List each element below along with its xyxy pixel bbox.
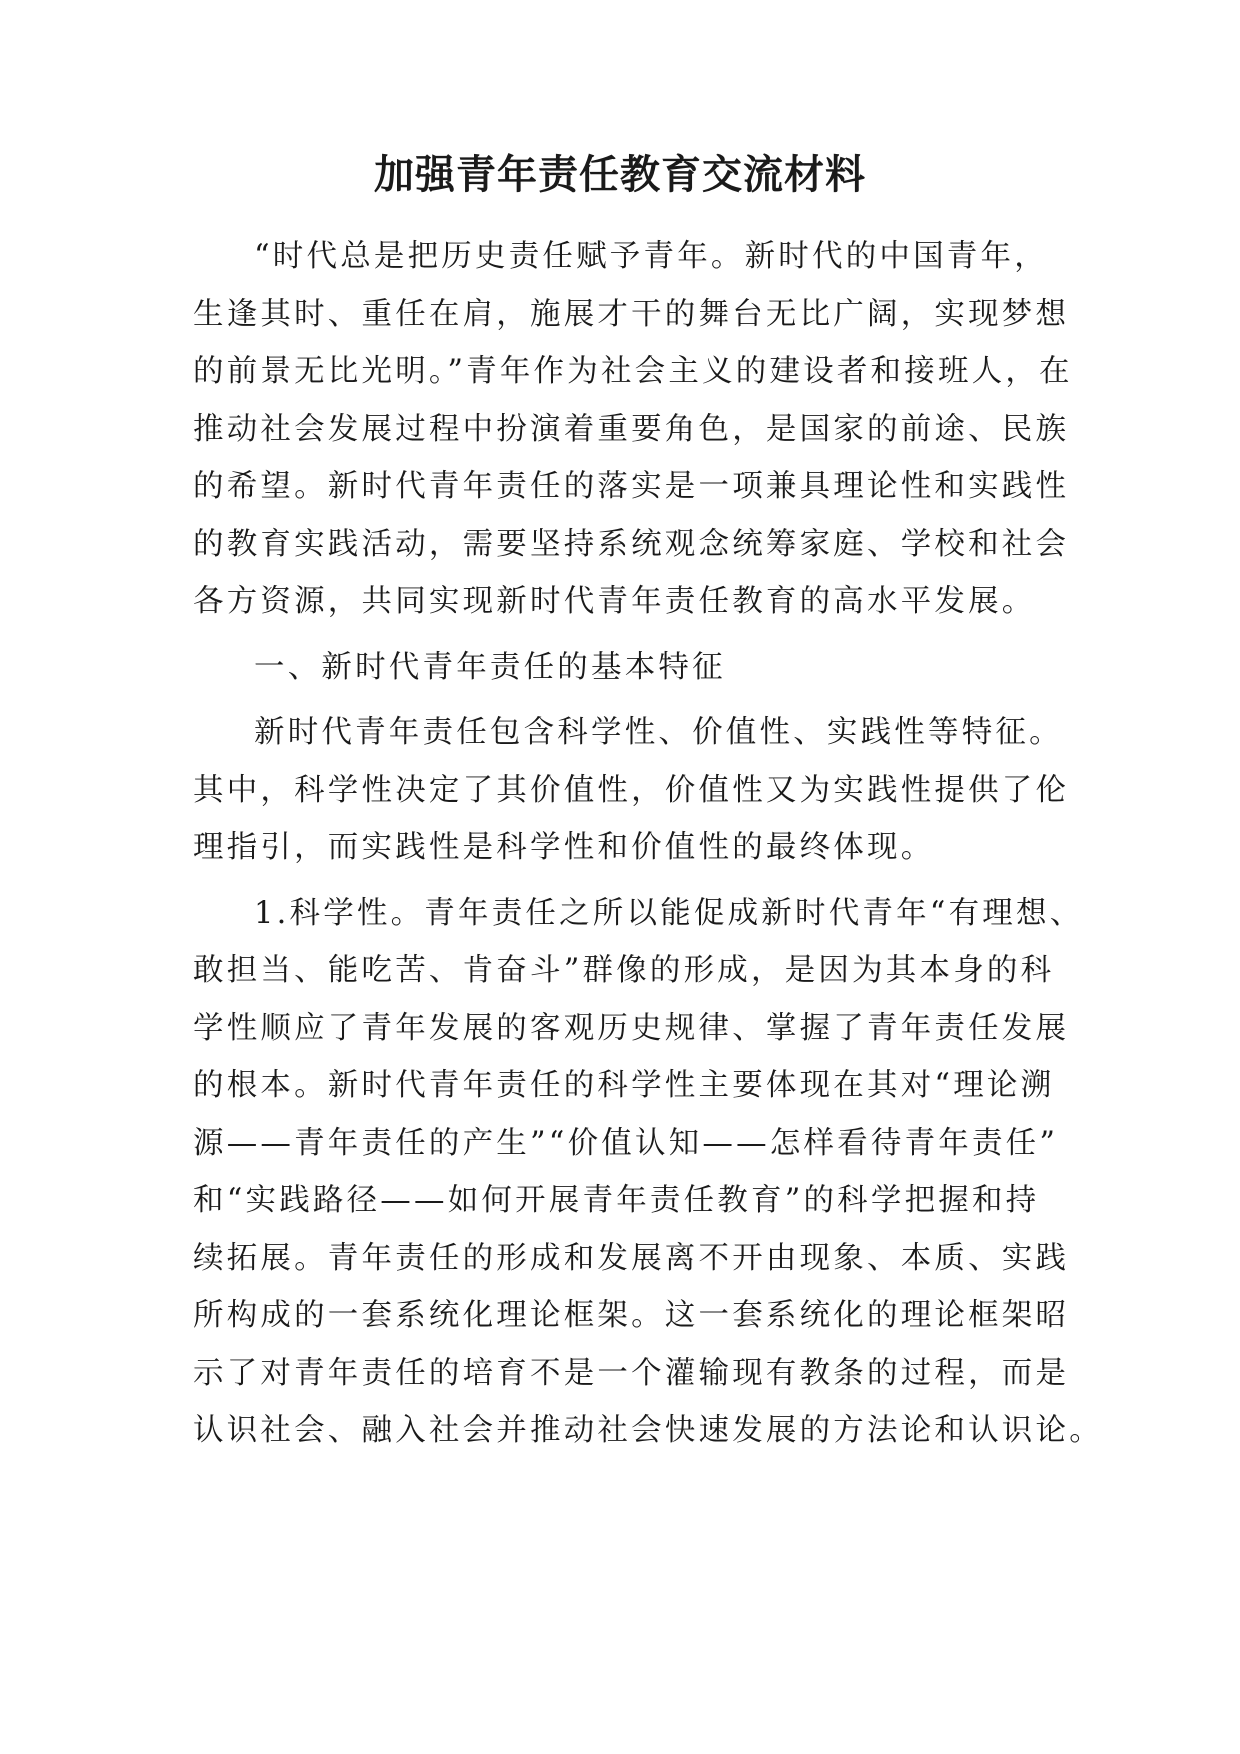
text-line: 新时代青年责任包含科学性、价值性、实践性等特征。: [254, 715, 1063, 750]
text-line: 学性顺应了青年发展的客观历史规律、掌握了青年责任发展: [193, 1010, 1070, 1046]
text-line: 理指引，而实践性是科学性和价值性的最终体现。: [193, 830, 935, 865]
paragraph-features: [193, 704, 1070, 877]
document-body: [193, 228, 1103, 1460]
paragraph-intro: [193, 228, 1073, 631]
text-line: 的希望。新时代青年责任的落实是一项兼具理论性和实践性: [193, 469, 1070, 504]
text-line: 和“实践路径——如何开展青年责任教育”的科学把握和持: [193, 1183, 1040, 1218]
text-line: 的教育实践活动，需要坚持系统观念统筹家庭、学校和社会: [193, 526, 1070, 562]
text-line: 生逢其时、重任在肩，施展才干的舞台无比广阔，实现梦想: [193, 296, 1070, 332]
document-title: 加强青年责任教育交流材料: [374, 152, 866, 198]
text-line: 各方资源，共同实现新时代青年责任教育的高水平发展。: [193, 584, 1036, 619]
text-line: 续拓展。青年责任的形成和发展离不开由现象、本质、实践: [193, 1240, 1070, 1276]
text-line: 源——青年责任的产生”“价值认知——怎样看待青年责任”: [193, 1125, 1059, 1161]
text-line: 所构成的一套系统化理论框架。这一套系统化的理论框架昭: [193, 1298, 1070, 1333]
text-line: 其中，科学性决定了其价值性，价值性又为实践性提供了伦: [193, 772, 1070, 808]
text-line: 认识社会、融入社会并推动社会快速发展的方法论和认识论。: [193, 1413, 1103, 1448]
text-line: 示了对青年责任的培育不是一个灌输现有教条的过程，而是: [193, 1355, 1070, 1391]
section-heading: [193, 639, 1053, 697]
text-line: 的根本。新时代青年责任的科学性主要体现在其对“理论溯: [193, 1068, 1055, 1103]
text-line: 1.科学性。青年责任之所以能促成新时代青年“有理想、: [254, 895, 1084, 931]
paragraph-scientific: [193, 885, 1103, 1460]
section-heading-text: 一、新时代青年责任的基本特征: [254, 649, 726, 685]
text-line: “时代总是把历史责任赋予青年。新时代的中国青年，: [254, 239, 1048, 274]
text-line: 推动社会发展过程中扮演着重要角色，是国家的前途、民族: [193, 411, 1070, 447]
text-line: 敢担当、能吃苦、肯奋斗”群像的形成，是因为其本身的科: [193, 953, 1055, 988]
text-line: 的前景无比光明。”青年作为社会主义的建设者和接班人，在: [193, 354, 1073, 389]
